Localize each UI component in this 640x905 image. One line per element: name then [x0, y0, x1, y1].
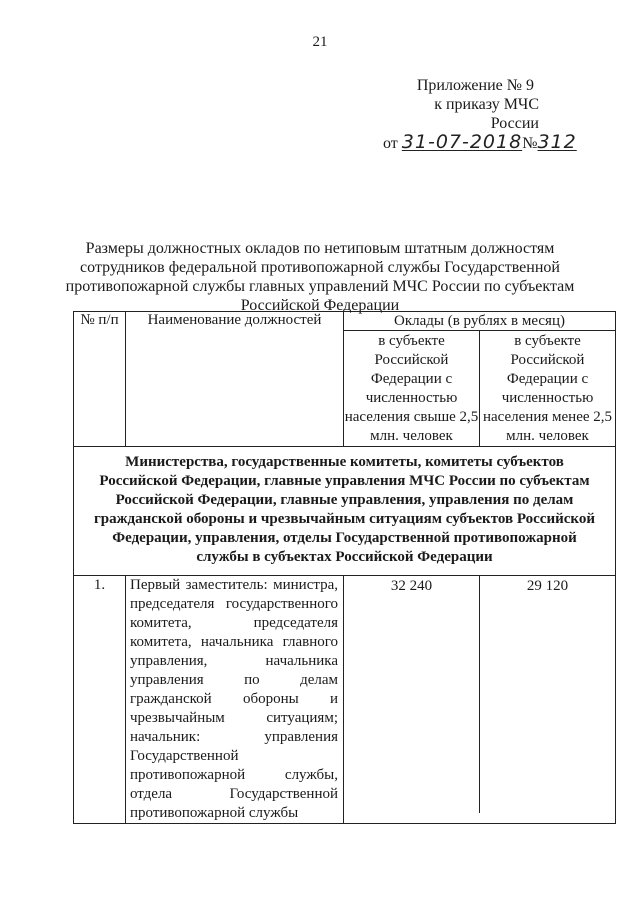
- row-salary-under: 29 120: [479, 576, 615, 813]
- section-heading: Министерства, государственные комитеты, комитеты субъектов Российской Федерации, главные управления МЧС России по субъектам Российской Федерации, главные управления, управления по делам гражданской обороны и чрезвычайным ситуациям субъектов Российской Федерации, управления, отделы Государственной противопожарной службы в субъектах Российской Федерации: [74, 447, 616, 576]
- appendix-block: [383, 76, 583, 153]
- order-number-label: №: [522, 135, 538, 152]
- appendix-order-ref: к приказу МЧС России: [434, 96, 539, 132]
- header-position: Наименование должностей: [126, 312, 344, 447]
- table-row: [74, 576, 616, 824]
- row-salary-over: 32 240: [390, 578, 433, 594]
- document-title: Размеры должностных окладов по нетиповым штатным должностям сотрудников федеральной противопожарной службы Государственной противопожарной службы главных управлений МЧС России по субъектам Российской Федерации: [65, 240, 575, 314]
- order-date-line: [383, 133, 583, 153]
- header-sub-under: в субъекте Российской Федерации с численностью населения менее 2,5 млн. человек: [479, 331, 615, 446]
- page-number: 21: [312, 34, 328, 50]
- appendix-title: Приложение № 9: [416, 77, 534, 94]
- row-salary-cells: [344, 576, 615, 823]
- table-header-row: [74, 312, 616, 447]
- order-number-handwritten: 312: [537, 131, 577, 153]
- header-salaries: [344, 312, 616, 447]
- row-position: Первый заместитель: министра, председателя государственного комитета, председателя комитета, начальника главного управления, начальника управления по делам гражданской обороны и чрезвычайным ситуациям; начальник: управления Государственной противопожарной службы, отдела Государственной противопожарной службы: [126, 576, 344, 824]
- order-from-label: от: [383, 135, 398, 152]
- section-row: [74, 447, 616, 576]
- order-date-handwritten: 31-07-2018: [401, 131, 523, 153]
- row-number: 1.: [74, 576, 126, 824]
- header-sub-over: в субъекте Российской Федерации с численностью населения свыше 2,5 млн. человек: [344, 333, 479, 444]
- row-salaries: [344, 576, 616, 824]
- salary-table: [73, 311, 616, 824]
- header-number: № п/п: [74, 312, 126, 447]
- header-salaries-title: Оклады (в рублях в месяц): [344, 312, 615, 331]
- header-subcolumns: [344, 331, 615, 446]
